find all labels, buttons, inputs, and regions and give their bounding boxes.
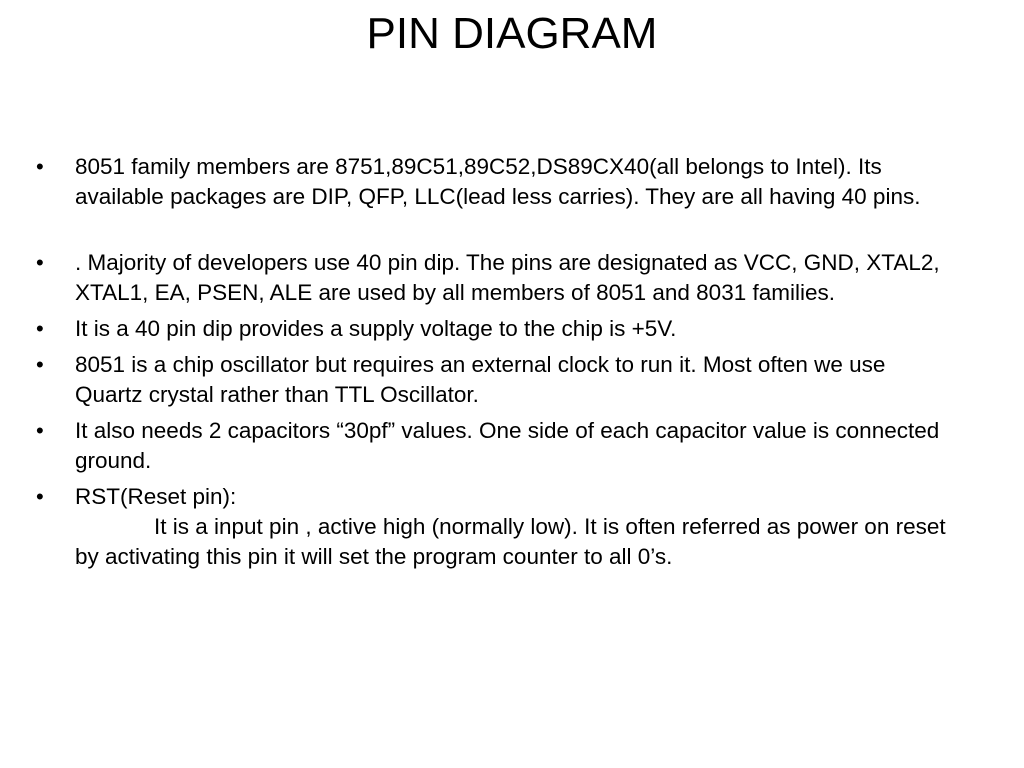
bullet-icon: • bbox=[36, 352, 44, 377]
bullet-text: It also needs 2 capacitors “30pf” values. One side of each capacitor value is connected ground. bbox=[75, 418, 940, 473]
bullet-list bbox=[36, 152, 946, 578]
bullet-text: It is a 40 pin dip provides a supply voltage to the chip is +5V. bbox=[75, 316, 677, 341]
bullet-item bbox=[36, 314, 946, 344]
bullet-icon: • bbox=[36, 418, 44, 443]
bullet-item bbox=[36, 152, 946, 212]
bullet-icon: • bbox=[36, 250, 44, 275]
bullet-continuation-text: It is a input pin , active high (normally low). It is often referred as power on reset by activating this pin it will set the program counter to all 0’s. bbox=[75, 514, 946, 569]
bullet-item bbox=[36, 248, 946, 308]
bullet-text: RST(Reset pin): bbox=[75, 484, 237, 509]
bullet-text: 8051 family members are 8751,89C51,89C52,DS89CX40(all belongs to Intel). Its available packages are DIP, QFP, LLC(lead less carries). They are all having 40 pins. bbox=[75, 154, 921, 209]
bullet-icon: • bbox=[36, 484, 44, 509]
bullet-item bbox=[36, 350, 946, 410]
bullet-icon: • bbox=[36, 154, 44, 179]
bullet-text: . Majority of developers use 40 pin dip. The pins are designated as VCC, GND, XTAL2, XTAL1, EA, PSEN, ALE are used by all members of 8051 and 8031 families. bbox=[75, 250, 940, 305]
bullet-icon: • bbox=[36, 316, 44, 341]
bullet-item bbox=[36, 482, 946, 572]
bullet-item bbox=[36, 416, 946, 476]
slide-title: PIN DIAGRAM bbox=[366, 9, 658, 58]
bullet-text: 8051 is a chip oscillator but requires an external clock to run it. Most often we use Quartz crystal rather than TTL Oscillator. bbox=[75, 352, 886, 407]
